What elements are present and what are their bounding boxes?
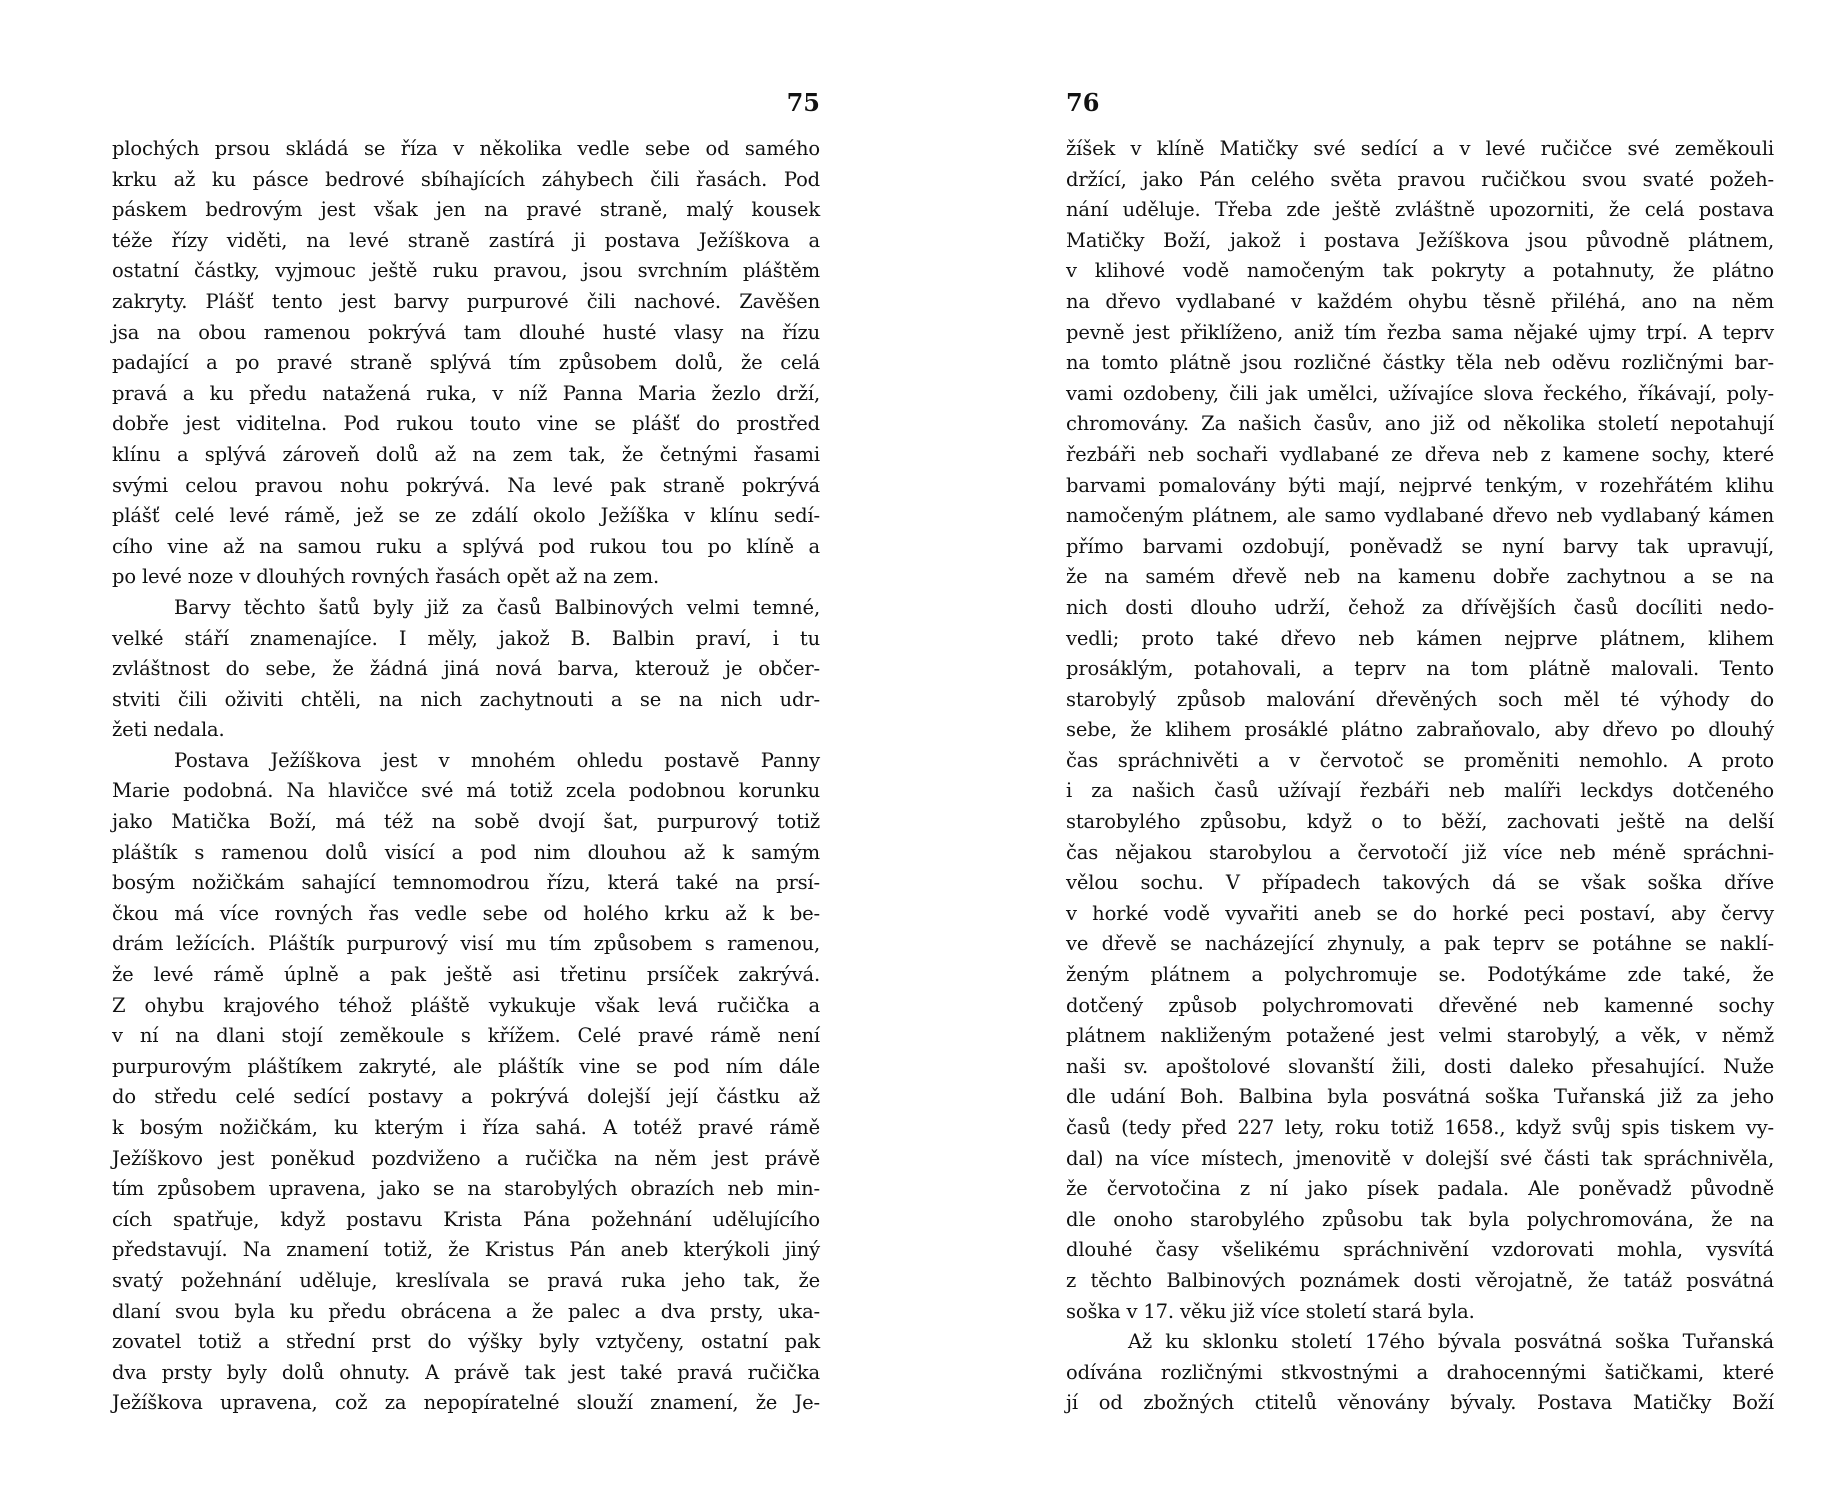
text-line: pevně jest přiklíženo, aniž tím řezba sama nějaké ujmy trpí. A teprv: [1066, 320, 1774, 344]
text-line: barvami pomalovány býti mají, nejprvé tenkým, v rozehřátém klihu: [1066, 473, 1774, 497]
text-line: v klihové vodě namočeným tak pokryty a potahnuty, že plátno: [1066, 259, 1774, 283]
text-line: čas nějakou starobylou a červotočí již více neb méně spráchni-: [1066, 840, 1774, 864]
text-line: jsa na obou ramenou pokrývá tam dlouhé husté vlasy na řízu: [112, 320, 820, 344]
text-line: na tomto plátně jsou rozličné částky těla neb oděvu rozličnými bar-: [1066, 351, 1774, 375]
text-line: ve dřevě se nacházející zhynuly, a pak teprv se potáhne se naklí-: [1066, 932, 1774, 956]
text-line: čas spráchnivěti a v červotoč se proměniti nemohlo. A proto: [1066, 748, 1774, 772]
text-line: prosáklým, potahovali, a teprv na tom plátně malovali. Tento: [1066, 657, 1774, 681]
text-line: klínu a splývá zároveň dolů až na zem tak, že četnými řasami: [112, 442, 820, 466]
text-line: starobylý způsob malování dřevěných soch měl té výhody do: [1066, 687, 1774, 711]
text-line: dlouhé časy všelikému spráchnivění vzdorovati mohla, vysvítá: [1066, 1238, 1774, 1262]
text-line: Barvy těchto šatů byly již za časů Balbinových velmi temné,: [174, 595, 820, 619]
text-line: k bosým nožičkám, ku kterým i říza sahá. A totéž pravé rámě: [112, 1116, 820, 1139]
text-line: v horké vodě vyvařiti aneb se do horké peci postaví, aby červy: [1066, 901, 1774, 925]
text-line: svatý požehnání uděluje, kreslívala se pravá ruka jeho tak, že: [112, 1268, 820, 1292]
page-number: 75: [786, 88, 820, 117]
text-line: představují. Na znamení totiž, že Kristus Pán aneb kterýkoli jiný: [112, 1238, 820, 1262]
text-line: vedli; proto také dřevo neb kámen nejprve plátnem, klihem: [1066, 626, 1774, 650]
text-line: dobře jest viditelna. Pod rukou touto vine se plášť do prostřed: [112, 412, 820, 436]
text-line: starobylého způsobu, když o to běží, zachovati ještě na delší: [1066, 810, 1774, 834]
text-line: nich dosti dlouho udrží, čehož za dřívějších časů docíliti nedo-: [1066, 595, 1774, 619]
text-line: páskem bedrovým jest však jen na pravé straně, malý kousek: [112, 198, 820, 222]
text-line: do středu celé sedící postavy a pokrývá dolejší její částku až: [112, 1085, 820, 1109]
text-line: Ježíškovo jest poněkud pozdviženo a ručička na něm jest právě: [112, 1146, 820, 1170]
text-line: odívána rozličnými stkvostnými a drahocennými šatičkami, které: [1066, 1360, 1774, 1384]
text-line: zovatel totiž a střední prst do výšky byly vztyčeny, ostatní pak: [112, 1330, 820, 1354]
text-line: nání uděluje. Třeba zde ještě zvláštně upozorniti, že celá postava: [1066, 198, 1774, 222]
text-line: dle udání Boh. Balbina byla posvátná soška Tuřanská již za jeho: [1066, 1085, 1774, 1109]
text-line: držící, jako Pán celého světa pravou ručičkou svou svaté požeh-: [1066, 167, 1774, 191]
text-line: pláštík s ramenou dolů visící a pod nim dlouhou až k samým: [112, 840, 820, 864]
text-line: padající a po pravé straně splývá tím způsobem dolů, že celá: [112, 351, 820, 375]
text-line: Až ku sklonku století 17ého bývala posvátná soška Tuřanská: [1128, 1330, 1774, 1354]
text-line: časů (tedy před 227 lety, roku totiž 1658., když svůj spis tiskem vy-: [1066, 1116, 1774, 1139]
text-line: plátnem nakliženým potažené jest velmi starobylý, a věk, v němž: [1066, 1024, 1774, 1048]
text-line: sebe, že klihem prosáklé plátno zabraňovalo, aby dřevo po dlouhý: [1066, 718, 1774, 742]
text-line: vami ozdobeny, čili jak umělci, užívajíce slova řeckého, říkávají, poly-: [1066, 381, 1774, 405]
text-line: tím způsobem upravena, jako se na starobylých obrazích neb min-: [112, 1177, 820, 1201]
text-line: zakryty. Plášť tento jest barvy purpurové čili nachové. Zavěšen: [112, 289, 820, 313]
text-line: purpurovým pláštíkem zakryté, ale pláštík vine se pod ním dále: [112, 1054, 820, 1078]
text-line: že červotočina z ní jako písek padala. Ale poněvadž původně: [1066, 1177, 1774, 1201]
text-line: naši sv. apoštolové slovanští žili, dosti daleko přesahující. Nuže: [1066, 1054, 1774, 1078]
text-line: Z ohybu krajového téhož pláště vykukuje však levá ručička a: [112, 993, 820, 1017]
left-page: [112, 88, 820, 1419]
text-line: jí od zbožných ctitelů věnovány bývaly. Postava Matičky Boží: [1066, 1391, 1774, 1415]
text-line: i za našich časů užívají řezbáři neb malíři leckdys dotčeného: [1066, 779, 1774, 803]
text-line: soška v 17. věku již více století stará byla.: [1066, 1299, 1475, 1323]
text-line: přímo barvami ozdobují, poněvadž se nyní barvy tak upravují,: [1066, 534, 1774, 558]
text-line: plochých prsou skládá se říza v několika vedle sebe od samého: [112, 137, 820, 160]
text-line: vělou sochu. V případech takových dá se však soška dříve: [1066, 871, 1774, 895]
text-line: ženým plátnem a polychromuje se. Podotýkáme zde také, že: [1066, 963, 1774, 987]
text-line: drám ležících. Pláštík purpurový visí mu tím způsobem s ramenou,: [112, 932, 820, 956]
text-line: po levé noze v dlouhých rovných řasách opět až na zem.: [112, 565, 660, 589]
text-line: z těchto Balbinových poznámek dosti věrojatně, že tatáž posvátná: [1066, 1268, 1774, 1292]
page-number: 76: [1066, 88, 1100, 117]
text-line: dotčený způsob polychromovati dřevěné neb kamenné sochy: [1066, 993, 1774, 1017]
text-line: plášť celé levé rámě, jež se ze zdálí okolo Ježíška v klínu sedí-: [112, 504, 820, 528]
text-line: žíšek v klíně Matičky své sedící a v levé ručičce své zeměkouli: [1066, 137, 1774, 160]
text-line: v ní na dlani stojí zeměkoule s křížem. Celé pravé rámě není: [112, 1024, 820, 1048]
text-line: na dřevo vydlabané v každém ohybu těsně přiléhá, ano na něm: [1066, 289, 1774, 313]
right-page: [1066, 88, 1774, 1419]
text-line: dle onoho starobylého způsobu tak byla polychromována, že na: [1066, 1207, 1774, 1231]
text-line: jako Matička Boží, má též na sobě dvojí šat, purpurový totiž: [112, 810, 820, 834]
text-line: Postava Ježíškova jest v mnohém ohledu postavě Panny: [174, 748, 820, 772]
text-line: svými celou pravou nohu pokrývá. Na levé pak straně pokrývá: [112, 473, 820, 497]
text-line: téže řízy viděti, na levé straně zastírá ji postava Ježíškova a: [112, 228, 820, 252]
text-line: zvláštnost do sebe, že žádná jiná nová barva, kterouž je občer-: [112, 657, 820, 681]
text-line: cích spatřuje, když postavu Krista Pána požehnání udělujícího: [112, 1207, 820, 1231]
text-line: velké stáří znamenajíce. I měly, jakož B. Balbin praví, i tu: [112, 626, 820, 650]
text-line: Marie podobná. Na hlavičce své má totiž zcela podobnou korunku: [112, 779, 820, 803]
page-text: [112, 134, 820, 1419]
page-text: [1066, 134, 1774, 1419]
text-line: krku až ku pásce bedrové sbíhajících záhybech čili řasách. Pod: [112, 167, 820, 191]
text-line: namočeným plátnem, ale samo vydlabané dřevo neb vydlabaný kámen: [1066, 504, 1774, 528]
text-line: chromovány. Za našich časův, ano již od několika století nepotahují: [1066, 412, 1774, 436]
text-line: dal) na více místech, jmenovitě v dolejší své části tak spráchnivěla,: [1066, 1146, 1774, 1170]
text-line: cího vine až na samou ruku a splývá pod rukou tou po klíně a: [112, 534, 820, 558]
text-line: dva prsty byly dolů ohnuty. A právě tak jest také pravá ručička: [112, 1360, 820, 1384]
text-line: Matičky Boží, jakož i postava Ježíškova jsou původně plátnem,: [1066, 228, 1774, 252]
text-line: dlaní svou byla ku předu obrácena a že palec a dva prsty, uka-: [112, 1299, 820, 1323]
text-line: pravá a ku předu natažená ruka, v níž Panna Maria žezlo drží,: [112, 381, 820, 405]
text-line: bosým nožičkám sahající temnomodrou řízu, která také na prsí-: [112, 871, 820, 895]
text-line: stviti čili oživiti chtěli, na nich zachytnouti a se na nich udr-: [112, 687, 820, 711]
text-line: čkou má více rovných řas vedle sebe od holého krku až k be-: [112, 901, 820, 925]
text-line: Ježíškova upravena, což za nepopíratelné slouží znamení, že Je-: [112, 1391, 820, 1415]
text-line: že na samém dřevě neb na kamenu dobře zachytnou a se na: [1066, 565, 1774, 589]
text-line: ostatní částky, vyjmouc ještě ruku pravou, jsou svrchním pláštěm: [112, 259, 820, 283]
text-line: řezbáři neb sochaři vydlabané ze dřeva neb z kamene sochy, které: [1066, 442, 1774, 466]
text-line: žeti nedala.: [112, 718, 225, 742]
text-line: že levé rámě úplně a pak ještě asi třetinu prsíček zakrývá.: [112, 963, 820, 987]
